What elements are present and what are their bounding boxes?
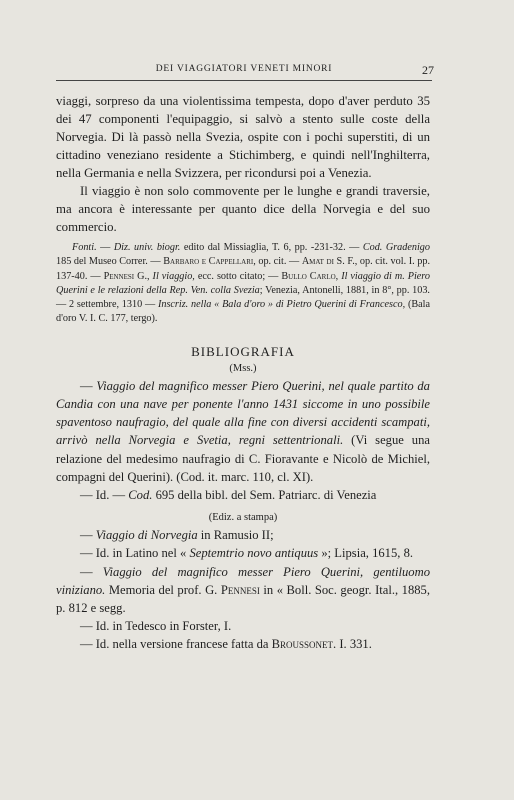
bib-entry-6: — Id. in Tedesco in Forster, I. [80,619,232,634]
bib-text: — Id. in Latino nel « [80,546,190,561]
note-text: — [96,242,114,253]
bib-entry-5 [56,563,430,618]
note-text: op. cit. — [255,256,302,268]
bib-title: Viaggio del magnifico messer Piero Querini, gentiluomo viniziano. [56,564,430,597]
fonti-label: Fonti. [72,242,97,253]
paragraph-1: viaggi, sorpreso da una violentissima tempesta, dopo d'aver perduto 35 dei 47 componenti l'equipaggio, si salvò a stento sulle coste della Norvegia. Di là passò nella Svezia, ospite con i pochi superstiti, di un cittadino veneziano residente a Stichimberg, e quindi nell'Inghilterra, nella Germania e nella Svizzera, per ricondursi poi a Venezia. [56,94,430,180]
bib-text: I. 331. [336,637,372,652]
page-number: 27 [422,63,434,77]
note-text: op. cit. vol. I. pp. 137-40. — [56,256,431,282]
running-head: DEI VIAGGIATORI VENETI MINORI [155,64,333,74]
bib-text: Memoria del prof. G. [105,582,221,597]
bib-text: »; Lipsia, 1615, 8. [318,546,414,561]
bib-author: Broussonet. [271,637,337,652]
paragraph-2: Il viaggio è non solo commovente per le lunghe e grandi traversie, ma ancora è interessante per quanto dice della Norvegia e del suo commercio. [56,184,430,234]
bib-title: Viaggio del magnifico messer Piero Querini, nel quale partito da Candia con una nave per ponente l'anno 1431 siccome in uno possibile spaventoso naufragio, del quale alla fine con diversi accidenti scampati, arrivò nella Norvegia e Svetia, regni settentrionali. [56,378,430,448]
bib-entry-7 [56,635,430,653]
note-text: ; Venezia, Antonelli, 1881, in 8°, pp. 103. — 2 settembre, 1310 — [56,284,430,311]
mss-label: (Mss.) [229,362,257,374]
bib-dash: — [80,378,97,393]
bib-author: Pennesi [220,582,260,597]
bib-title: Cod. [128,488,153,502]
note-ref-cod-gradenigo: Cod. Gradenigo [362,242,430,253]
bib-entry-2 [56,486,430,504]
page-body [56,92,430,654]
bib-title: Septemtrio novo antiquus [189,546,319,561]
bib-text: in Ramusio II; [197,528,274,543]
bib-text: (Vi segue una relazione del medesimo naufragio di C. Fioravante e Nicolò de Michiel, compagni del Querini). (Cod. it. marc. 110, cl. XI). [56,433,430,484]
note-text: (Bala d'oro V. I. C. 177, tergo). [56,299,431,325]
bib-dash: — [80,528,96,543]
note-title-bullo: Il viaggio di m. Piero Querini e le relazioni della Rep. Ven. colla Svezia [56,270,430,296]
note-text: edito dal Missiaglia, T. 6, pp. -231-32. — [180,242,363,253]
note-author-pennesi: Pennesi G., [103,270,150,282]
note-ref-inscriz: Inscriz. nella « Bala d'oro » di Pietro Querini di Francesco, [157,299,406,311]
bibliography-heading: BIBLIOGRAFIA [191,343,295,359]
note-text: ecc. sotto citato; — [194,270,282,282]
note-ref-diz: Diz. univ. biogr. [113,242,181,253]
sources-note [56,241,430,327]
bib-entry-4 [56,544,430,562]
stampa-label: (Ediz. a stampa) [208,512,278,524]
note-text: 185 del Museo Correr. — [56,256,164,268]
note-author-bullo: Bullo Carlo, [281,270,339,282]
note-title-il-viaggio: Il viaggio, [152,270,195,282]
bib-text: — Id. — [80,488,129,502]
bib-title: Viaggio di Norvegia [95,528,198,543]
bib-text: in « Boll. Soc. geogr. Ital., 1885, p. 812 e segg. [56,582,430,616]
bib-entry-1 [56,377,430,486]
bib-entry-3 [56,526,430,544]
bib-dash: — [80,564,103,579]
bib-text: — Id. nella versione francese fatta da [80,637,272,652]
note-author-barbaro: Barbaro e Cappellari, [163,256,256,268]
bib-text: 695 della bibl. del Sem. Patriarc. di Venezia [152,488,377,502]
page-header [56,64,432,81]
note-author-amat: Amat di S. F., [301,256,358,268]
